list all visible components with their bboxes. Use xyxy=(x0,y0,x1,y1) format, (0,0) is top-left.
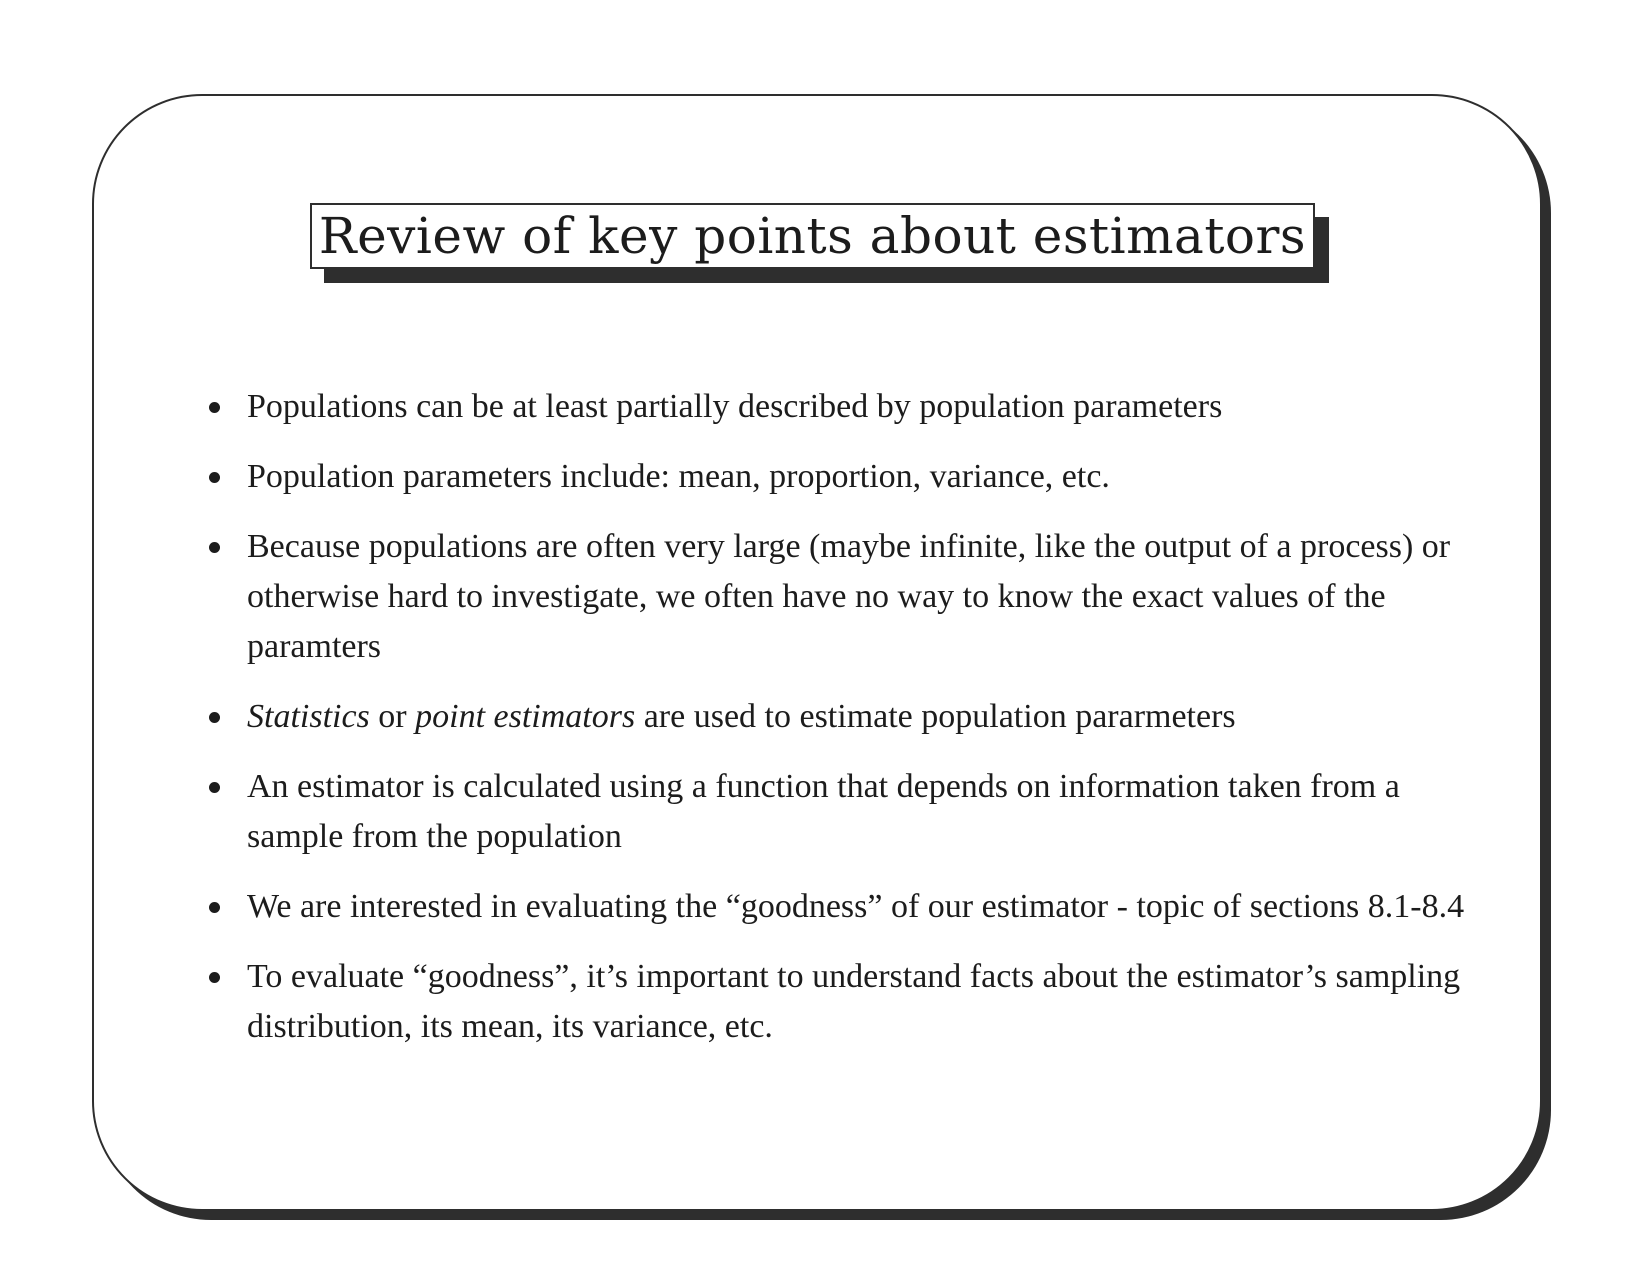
bullet-icon xyxy=(209,472,220,483)
list-item xyxy=(207,522,1492,672)
bullet-icon xyxy=(209,542,220,553)
bullet-icon xyxy=(209,972,220,983)
bullet-icon xyxy=(209,402,220,413)
bullet-text: To evaluate “goodness”, it’s important to understand facts about the estimator’s sampling distribution, its mean, its variance, etc. xyxy=(247,958,1461,1045)
list-item xyxy=(207,452,1492,502)
bullet-list xyxy=(207,382,1492,1072)
bullet-text: We are interested in evaluating the “goodness” of our estimator - topic of sections 8.1-8.4 xyxy=(247,888,1465,925)
list-item xyxy=(207,762,1492,862)
bullet-icon xyxy=(209,782,220,793)
bullet-text: Populations can be at least partially described by population parameters xyxy=(247,388,1223,425)
slide-title: Review of key points about estimators xyxy=(318,207,1307,265)
slide-title-box xyxy=(310,203,1315,269)
list-item xyxy=(207,382,1492,432)
list-item xyxy=(207,882,1492,932)
bullet-icon xyxy=(209,712,220,723)
bullet-icon xyxy=(209,902,220,913)
bullet-text: An estimator is calculated using a function that depends on information taken from a sample from the population xyxy=(247,768,1400,855)
bullet-text: Population parameters include: mean, proportion, variance, etc. xyxy=(247,458,1110,495)
bullet-text: Because populations are often very large (maybe infinite, like the output of a process) or otherwise hard to investigate, we often have no way to know the exact values of the paramters xyxy=(247,528,1451,665)
bullet-emphasis-statistics: Statistics xyxy=(247,698,370,735)
bullet-emphasis-point-estimators: point estimators xyxy=(415,698,636,735)
list-item xyxy=(207,692,1492,742)
list-item xyxy=(207,952,1492,1052)
bullet-text: are used to estimate population pararmeters xyxy=(635,698,1236,735)
bullet-text: or xyxy=(369,698,416,735)
